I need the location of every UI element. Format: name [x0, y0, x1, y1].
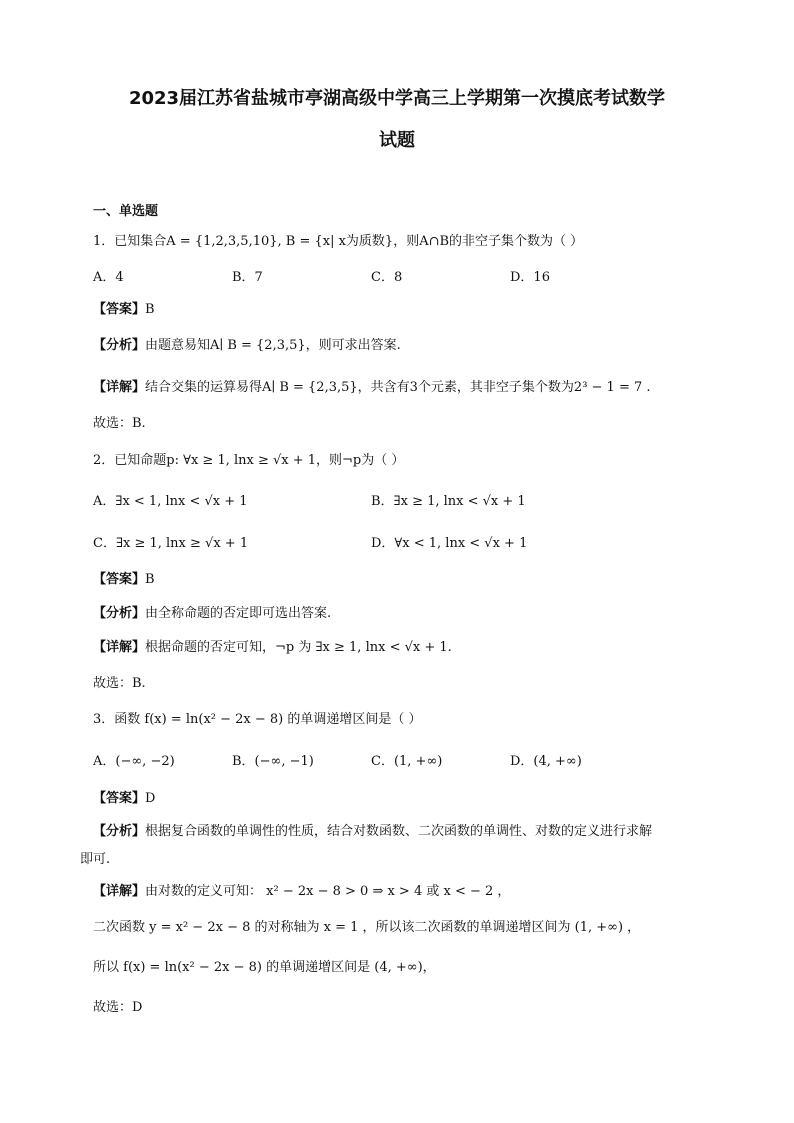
- q3-option-a: A．(−∞, −2): [93, 754, 175, 769]
- q2-stem: 2．已知命题p: ∀x ≥ 1, lnx ≥ √x + 1，则¬p为（ ）: [93, 453, 405, 468]
- answer-tag: 【答案】: [93, 791, 146, 806]
- q2-answer: [93, 570, 155, 590]
- page-title-line1: 2023届江苏省盐城市亭湖高级中学高三上学期第一次摸底考试数学: [128, 88, 666, 109]
- q3-choose: 故选：D: [93, 1000, 143, 1015]
- q1-analysis: [93, 336, 401, 356]
- answer-value: B: [145, 302, 155, 317]
- detail-text: 由对数的定义可知： x² − 2x − 8 > 0 ⇒ x > 4 或 x < − 2 ，: [145, 884, 511, 899]
- q1-choose: 故选：B.: [93, 416, 146, 431]
- analysis-tag: 【分析】: [93, 338, 146, 353]
- q2-option-c: C．∃x ≥ 1, lnx ≥ √x + 1: [93, 536, 249, 551]
- q2-option-d: D．∀x < 1, lnx < √x + 1: [371, 536, 528, 551]
- q1-option-b: B．7: [232, 270, 263, 285]
- detail-tag: 【详解】: [93, 380, 146, 395]
- q1-option-d: D．16: [510, 270, 550, 285]
- analysis-text: 由全称命题的否定即可选出答案.: [145, 606, 332, 621]
- q3-stem: 3．函数 f(x) = ln(x² − 2x − 8) 的单调递增区间是（ ）: [93, 712, 422, 727]
- q3-detail-l2: 二次函数 y = x² − 2x − 8 的对称轴为 x = 1 ，所以该二次函数的单调递增区间为 (1, +∞) ，: [93, 920, 641, 935]
- q3-option-b: B．(−∞, −1): [232, 754, 314, 769]
- q2-option-a: A．∃x < 1, lnx < √x + 1: [93, 494, 248, 509]
- q1-stem: 1．已知集合A = {1,2,3,5,10}, B = {x| x为质数}，则A∩B的非空子集个数为（ ）: [93, 234, 584, 249]
- q1-answer: [93, 300, 155, 320]
- q1-detail: [93, 378, 651, 398]
- analysis-tag: 【分析】: [93, 824, 146, 839]
- q2-analysis: [93, 604, 331, 624]
- q3-option-c: C．(1, +∞): [371, 754, 443, 769]
- detail-text: 根据命题的否定可知，¬p 为 ∃x ≥ 1, lnx < √x + 1.: [145, 640, 452, 655]
- q1-option-c: C．8: [371, 270, 403, 285]
- q3-answer: [93, 789, 155, 809]
- answer-tag: 【答案】: [93, 302, 146, 317]
- answer-tag: 【答案】: [93, 572, 146, 587]
- q3-analysis-l1: [93, 822, 652, 842]
- detail-tag: 【详解】: [93, 640, 146, 655]
- page-title-line2: 试题: [379, 130, 415, 151]
- q3-analysis-l2: 即可.: [80, 852, 111, 867]
- section-heading: 一、单选题: [93, 204, 159, 219]
- q3-detail-l1: [93, 882, 510, 902]
- detail-text: 结合交集的运算易得A∣ B = {2,3,5}，共含有3个元素，其非空子集个数为2³ − 1 = 7 .: [145, 380, 651, 395]
- q2-choose: 故选：B.: [93, 676, 146, 691]
- q3-option-d: D．(4, +∞): [510, 754, 582, 769]
- q2-option-b: B．∃x ≥ 1, lnx < √x + 1: [371, 494, 526, 509]
- q3-detail-l3: 所以 f(x) = ln(x² − 2x − 8) 的单调递增区间是 (4, +∞)，: [93, 960, 436, 975]
- answer-value: B: [145, 572, 155, 587]
- detail-tag: 【详解】: [93, 884, 146, 899]
- q1-option-a: A．4: [93, 270, 124, 285]
- analysis-tag: 【分析】: [93, 606, 146, 621]
- answer-value: D: [145, 791, 156, 806]
- q2-detail: [93, 638, 452, 658]
- analysis-text: 根据复合函数的单调性的性质，结合对数函数、二次函数的单调性、对数的定义进行求解: [145, 824, 653, 839]
- analysis-text: 由题意易知A∣ B = {2,3,5}，则可求出答案.: [145, 338, 401, 353]
